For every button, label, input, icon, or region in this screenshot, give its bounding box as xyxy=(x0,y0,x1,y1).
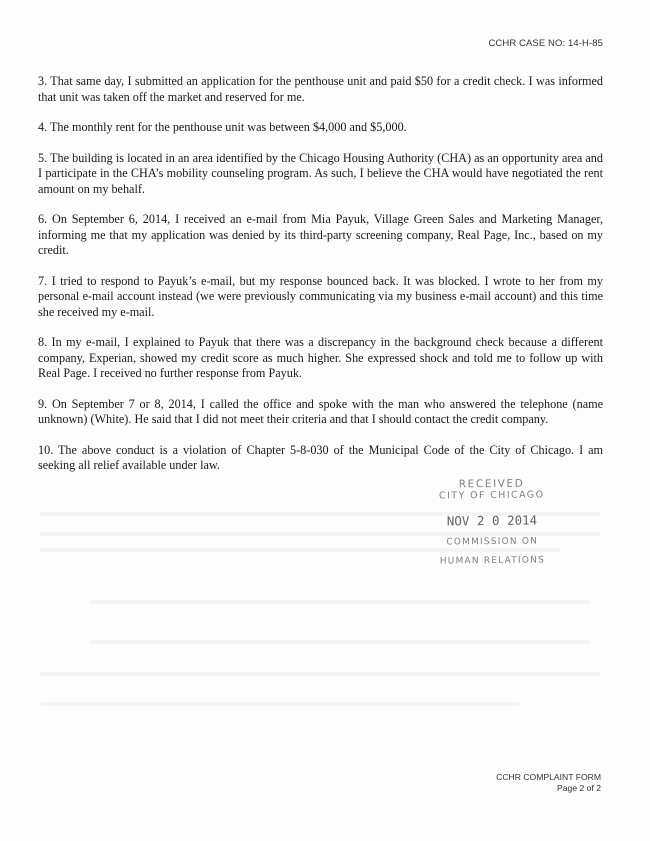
bleed-through-line xyxy=(40,512,600,516)
bleed-through-line xyxy=(90,640,590,644)
stamp-date: NOV 2 0 2014 xyxy=(446,512,538,529)
footer-form-name: CCHR COMPLAINT FORM xyxy=(496,772,601,782)
bleed-through-line xyxy=(40,548,560,552)
paragraph-5: 5. The building is located in an area identified by the Chicago Housing Authority (CHA) as an opportunity area and I participate in the CHA’s mobility counseling program. As such, I believe the CHA would have negotiated the rent amount on my behalf. xyxy=(38,150,603,196)
paragraph-8: 8. In my e-mail, I explained to Payuk that there was a discrepancy in the background check because a different company, Experian, showed my credit score as much higher. She expressed shock and told me to follow up with Real Page. I received no further response from Payuk. xyxy=(38,335,603,380)
bleed-through-line xyxy=(40,702,520,706)
footer-page-number: Page 2 of 2 xyxy=(557,783,601,793)
case-number: CCHR CASE NO: 14-H-85 xyxy=(488,38,603,49)
paragraph-4: 4. The monthly rent for the penthouse unit was between $4,000 and $5,000. xyxy=(38,120,407,134)
paragraph-10: 10. The above conduct is a violation of Chapter 5-8-030 of the Municipal Code of the City of Chicago. I am seeking all relief available under law. xyxy=(38,442,603,472)
page-footer xyxy=(496,772,601,794)
stamp-city: CITY OF CHICAGO xyxy=(438,489,545,502)
stamp-received: RECEIVED xyxy=(458,477,525,491)
paragraph-9: 9. On September 7 or 8, 2014, I called the office and spoke with the man who answered the telephone (name unknown) (White). He said that I did not meet their criteria and that I should contact the credit company. xyxy=(38,396,603,426)
bleed-through-line xyxy=(90,600,590,604)
paragraph-6: 6. On September 6, 2014, I received an e-mail from Mia Payuk, Village Green Sales and Marketing Manager, informing me that my application was denied by its third-party screening company, Real Page, Inc., based on my credit. xyxy=(38,212,603,257)
received-stamp xyxy=(436,477,549,566)
stamp-commission-line2: HUMAN RELATIONS xyxy=(439,555,546,567)
bleed-through-line xyxy=(40,672,600,676)
paragraph-3: 3. That same day, I submitted an application for the penthouse unit and paid $50 for a credit check. I was informed that unit was taken off the market and reserved for me. xyxy=(38,74,603,104)
bleed-through-line xyxy=(40,532,600,536)
complaint-body xyxy=(38,74,603,489)
stamp-commission-line1: COMMISSION ON xyxy=(446,536,539,548)
paragraph-7: 7. I tried to respond to Payuk’s e-mail, but my response bounced back. It was blocked. I wrote to her from my personal e-mail account instead (we were previously communicating via my business e-mail account) and this time she received my e-mail. xyxy=(38,273,603,319)
